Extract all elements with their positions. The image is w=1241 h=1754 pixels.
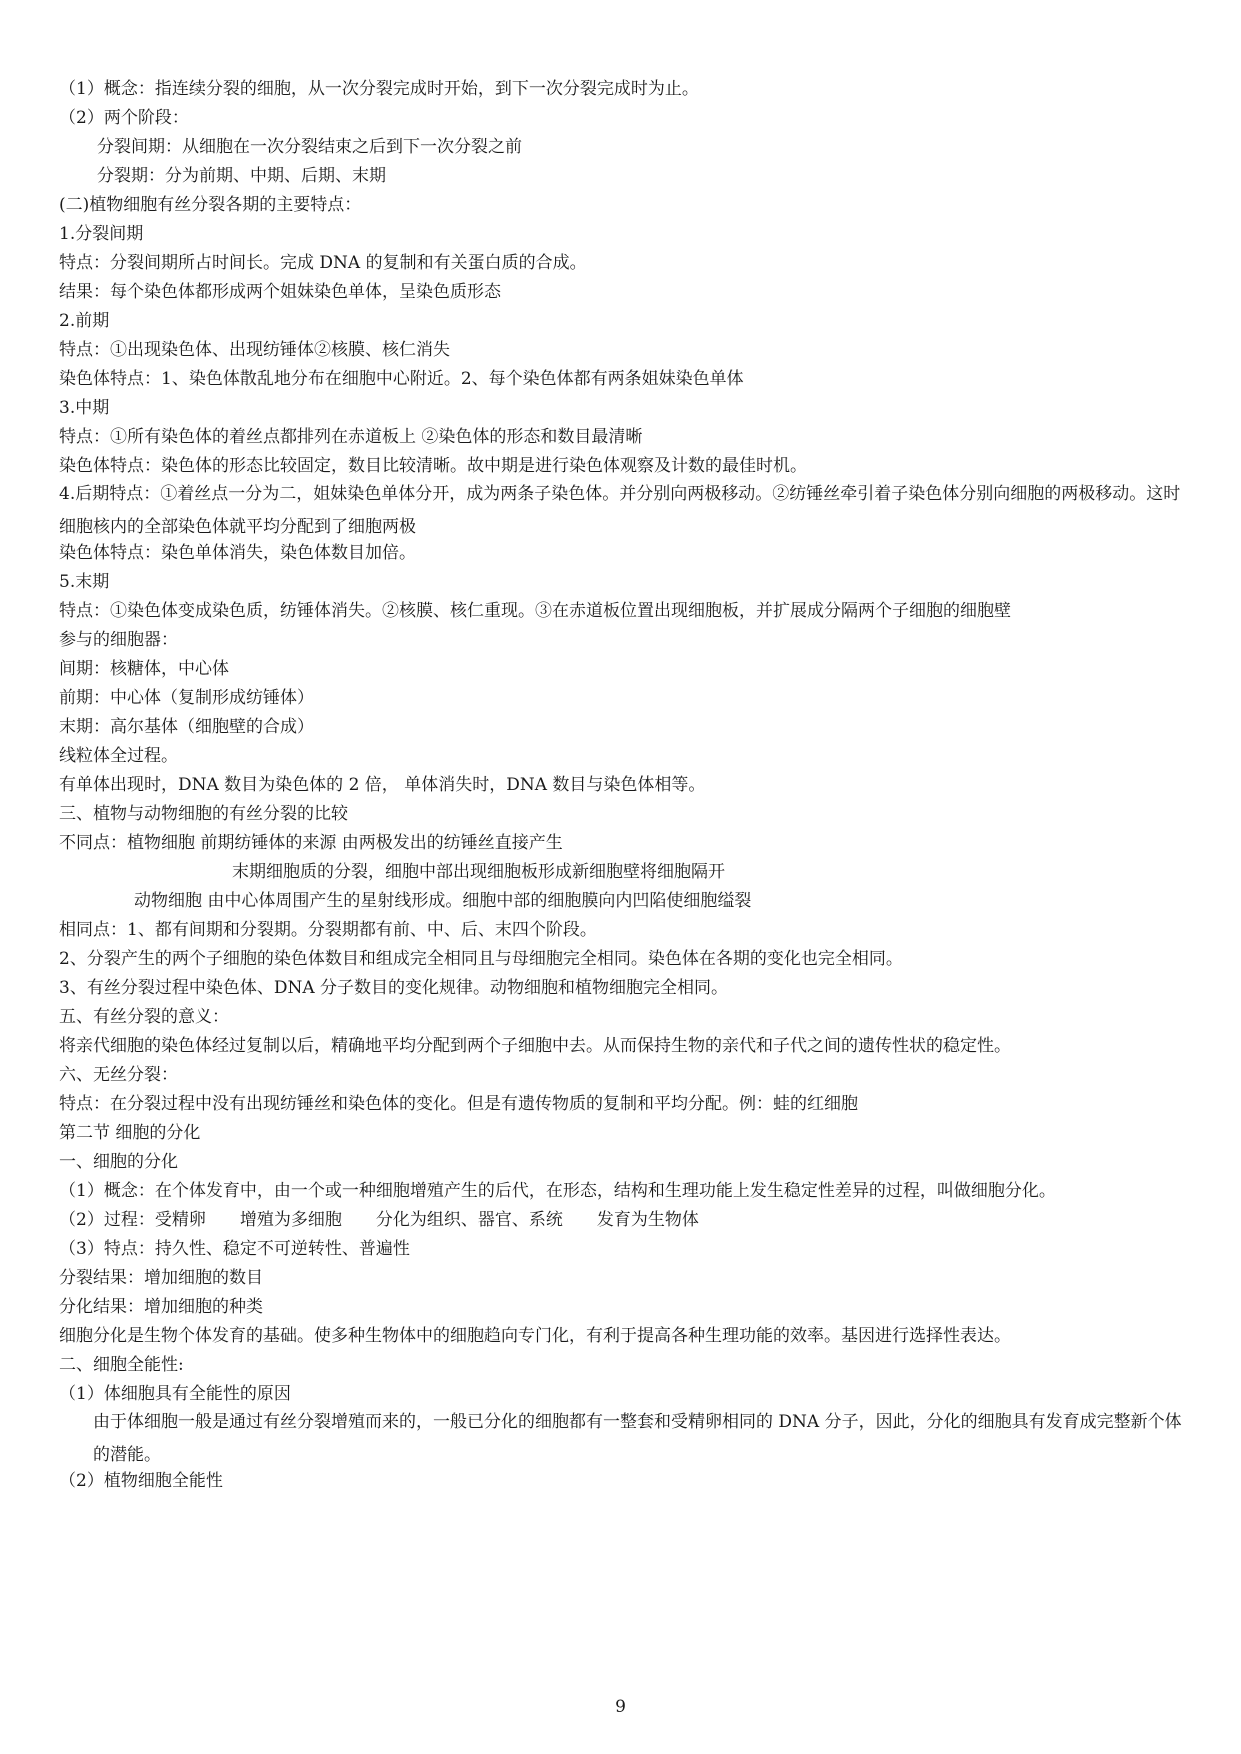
text-line: 参与的细胞器： [59,630,178,650]
text-line: 相同点：1、都有间期和分裂期。分裂期都有前、中、后、末四个阶段。 [59,920,597,940]
text-line: 结果：每个染色体都形成两个姐妹染色单体，呈染色质形态 [59,282,501,302]
section-heading: 三、植物与动物细胞的有丝分裂的比较 [59,804,348,824]
text-line: 前期：中心体（复制形成纺锤体） [59,688,314,708]
text-line: （3）特点：持久性、稳定不可逆转性、普遍性 [59,1239,410,1259]
text-line: 不同点：植物细胞 前期纺锤体的来源 由两极发出的纺锤丝直接产生 [59,833,563,853]
text-line: 将亲代细胞的染色体经过复制以后，精确地平均分配到两个子细胞中去。从而保持生物的亲代和子代之间的遗传性状的稳定性。 [59,1036,1011,1056]
text-line: 5.末期 [59,572,110,592]
text-line: 线粒体全过程。 [59,746,178,766]
text-line: （2）植物细胞全能性 [59,1471,223,1491]
section-heading: 五、有丝分裂的意义： [59,1007,229,1027]
text-line: 间期：核糖体，中心体 [59,659,229,679]
text-line: 分裂期：分为前期、中期、后期、末期 [97,166,386,186]
text-line: （2）两个阶段： [59,108,189,128]
section-heading: 六、无丝分裂： [59,1065,178,1085]
text-line: 特点：①出现染色体、出现纺锤体②核膜、核仁消失 [59,340,450,360]
text-line: 3、有丝分裂过程中染色体、DNA 分子数目的变化规律。动物细胞和植物细胞完全相同。 [59,978,728,998]
page-number: 9 [615,1697,626,1717]
text-line: 特点：分裂间期所占时间长。完成 DNA 的复制和有关蛋白质的合成。 [59,253,587,273]
text-line: 特点：在分裂过程中没有出现纺锤丝和染色体的变化。但是有遗传物质的复制和平均分配。例：蛙的红细胞 [59,1094,858,1114]
section-heading: 第二节 细胞的分化 [59,1123,201,1143]
text-line: 动物细胞 由中心体周围产生的星射线形成。细胞中部的细胞膜向内凹陷使细胞缢裂 [134,891,752,911]
text-line: 分化结果：增加细胞的种类 [59,1297,263,1317]
text-line: 2.前期 [59,311,110,331]
text-line: 染色体特点：染色单体消失，染色体数目加倍。 [59,543,416,563]
text-paragraph: 4.后期特点：①着丝点一分为二，姐妹染色单体分开，成为两条子染色体。并分别向两极移动。②纺锤丝牵引着子染色体分别向细胞的两极移动。这时细胞核内的全部染色体就平均分配到了细胞两极 [59,484,1181,537]
text-line: （1）概念：指连续分裂的细胞，从一次分裂完成时开始，到下一次分裂完成时为止。 [59,79,699,99]
text-line: 染色体特点：1、染色体散乱地分布在细胞中心附近。2、每个染色体都有两条姐妹染色单体 [59,369,744,389]
text-line: 1.分裂间期 [59,224,144,244]
text-line: 2、分裂产生的两个子细胞的染色体数目和组成完全相同且与母细胞完全相同。染色体在各期的变化也完全相同。 [59,949,903,969]
text-line: 特点：①所有染色体的着丝点都排列在赤道板上 ②染色体的形态和数目最清晰 [59,427,643,447]
section-heading: 二、细胞全能性: [59,1355,184,1375]
text-line: 特点：①染色体变成染色质，纺锤体消失。②核膜、核仁重现。③在赤道板位置出现细胞板，并扩展成分隔两个子细胞的细胞壁 [59,601,1011,621]
text-line: （1）体细胞具有全能性的原因 [59,1384,291,1404]
section-heading: (二)植物细胞有丝分裂各期的主要特点： [59,195,362,215]
text-line: 细胞分化是生物个体发育的基础。使多种生物体中的细胞趋向专门化，有利于提高各种生理功能的效率。基因进行选择性表达。 [59,1326,1011,1346]
text-line: 有单体出现时，DNA 数目为染色体的 2 倍， 单体消失时，DNA 数目与染色体相等。 [59,775,706,795]
text-paragraph: 由于体细胞一般是通过有丝分裂增殖而来的，一般已分化的细胞都有一整套和受精卵相同的 DNA 分子，因此，分化的细胞具有发育成完整新个体的潜能。 [93,1412,1182,1465]
text-line: 染色体特点：染色体的形态比较固定，数目比较清晰。故中期是进行染色体观察及计数的最佳时机。 [59,456,807,476]
text-line: 分裂结果：增加细胞的数目 [59,1268,263,1288]
text-line: （2）过程：受精卵 增殖为多细胞 分化为组织、器官、系统 发育为生物体 [59,1210,699,1230]
text-line: 末期：高尔基体（细胞壁的合成） [59,717,314,737]
text-line: （1）概念：在个体发育中，由一个或一种细胞增殖产生的后代，在形态，结构和生理功能上发生稳定性差异的过程，叫做细胞分化。 [59,1181,1056,1201]
section-heading: 一、细胞的分化 [59,1152,178,1172]
text-line: 3.中期 [59,398,110,418]
text-line: 分裂间期：从细胞在一次分裂结束之后到下一次分裂之前 [97,137,522,157]
text-line: 末期细胞质的分裂，细胞中部出现细胞板形成新细胞壁将细胞隔开 [232,862,725,882]
